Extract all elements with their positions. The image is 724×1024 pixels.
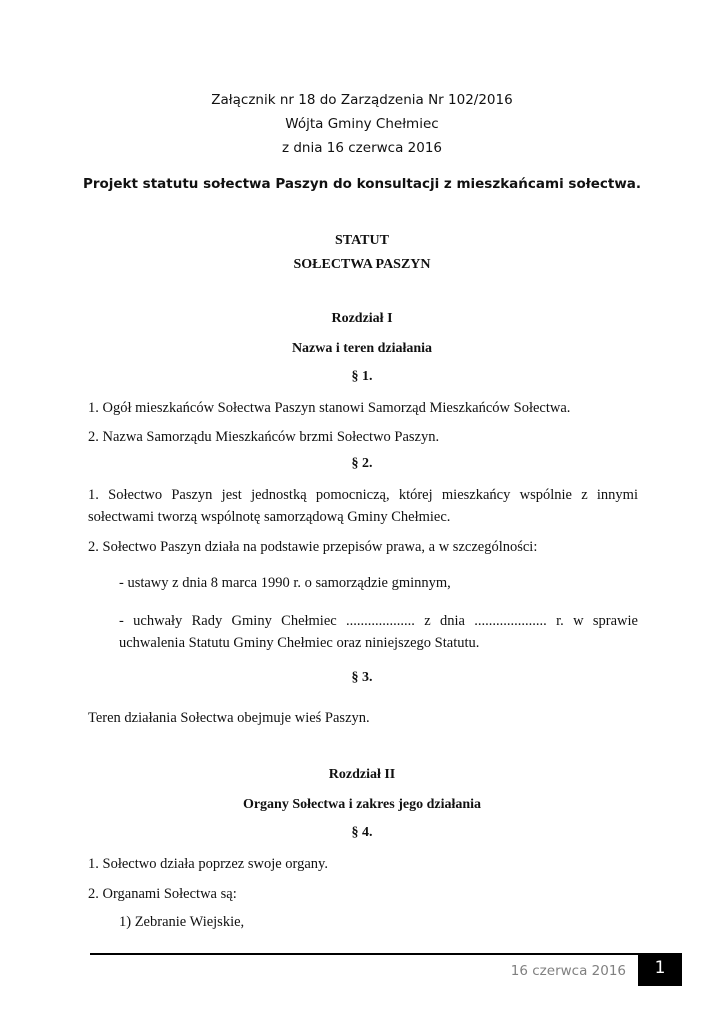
document-header — [0, 88, 724, 160]
section1-paragraph2: 2. Nazwa Samorządu Mieszkańców brzmi Sołectwo Paszyn. — [88, 429, 440, 445]
section1-label: § 1. — [351, 369, 373, 384]
statute-title-line2: SOŁECTWA PASZYN — [293, 257, 431, 272]
page-number: 1 — [654, 958, 666, 978]
section2-paragraph1: 1. Sołectwo Paszyn jest jednostką pomocniczą, której mieszkańcy wspólnie z innymi sołectwami tworzą wspólnotę samorządową Gminy Chełmiec. — [88, 487, 638, 525]
section4-paragraph2: 2. Organami Sołectwa są: — [88, 886, 237, 902]
footer-divider — [90, 953, 638, 955]
section4-list-item1: 1) Zebranie Wiejskie, — [119, 914, 245, 930]
section2-list-item2: - uchwały Rady Gminy Chełmiec ................... z dnia .................... r. w sprawie uchwalenia Statutu Gminy Chełmiec oraz niniejszego Statutu. — [119, 613, 638, 651]
project-title: Projekt statutu sołectwa Paszyn do konsultacji z mieszkańcami sołectwa. — [82, 176, 642, 192]
section1-paragraph1: 1. Ogół mieszkańców Sołectwa Paszyn stanowi Samorząd Mieszkańców Sołectwa. — [88, 400, 571, 416]
section3-paragraph1: Teren działania Sołectwa obejmuje wieś Paszyn. — [88, 710, 370, 726]
section4-label: § 4. — [351, 825, 373, 840]
header-date-line: z dnia 16 czerwca 2016 — [281, 140, 443, 156]
statute-title-line1: STATUT — [335, 233, 389, 248]
header-issuer-line: Wójta Gminy Chełmiec — [285, 116, 439, 132]
page-number-box — [638, 953, 682, 986]
chapter2-heading: Rozdział II — [328, 767, 396, 782]
section2-label: § 2. — [351, 456, 373, 471]
chapter1-heading: Rozdział I — [331, 311, 393, 326]
section2-paragraph2: 2. Sołectwo Paszyn działa na podstawie przepisów prawa, a w szczególności: — [88, 539, 538, 555]
statute-title — [0, 229, 724, 277]
section2-list-item1: - ustawy z dnia 8 marca 1990 r. o samorządzie gminnym, — [119, 575, 451, 591]
chapter2-subheading: Organy Sołectwa i zakres jego działania — [242, 797, 482, 812]
section4-paragraph1: 1. Sołectwo działa poprzez swoje organy. — [88, 856, 328, 872]
chapter1-subheading: Nazwa i teren działania — [291, 341, 433, 356]
footer-date: 16 czerwca 2016 — [510, 963, 626, 979]
section3-label: § 3. — [351, 670, 373, 685]
header-attachment-line: Załącznik nr 18 do Zarządzenia Nr 102/2016 — [211, 92, 513, 108]
